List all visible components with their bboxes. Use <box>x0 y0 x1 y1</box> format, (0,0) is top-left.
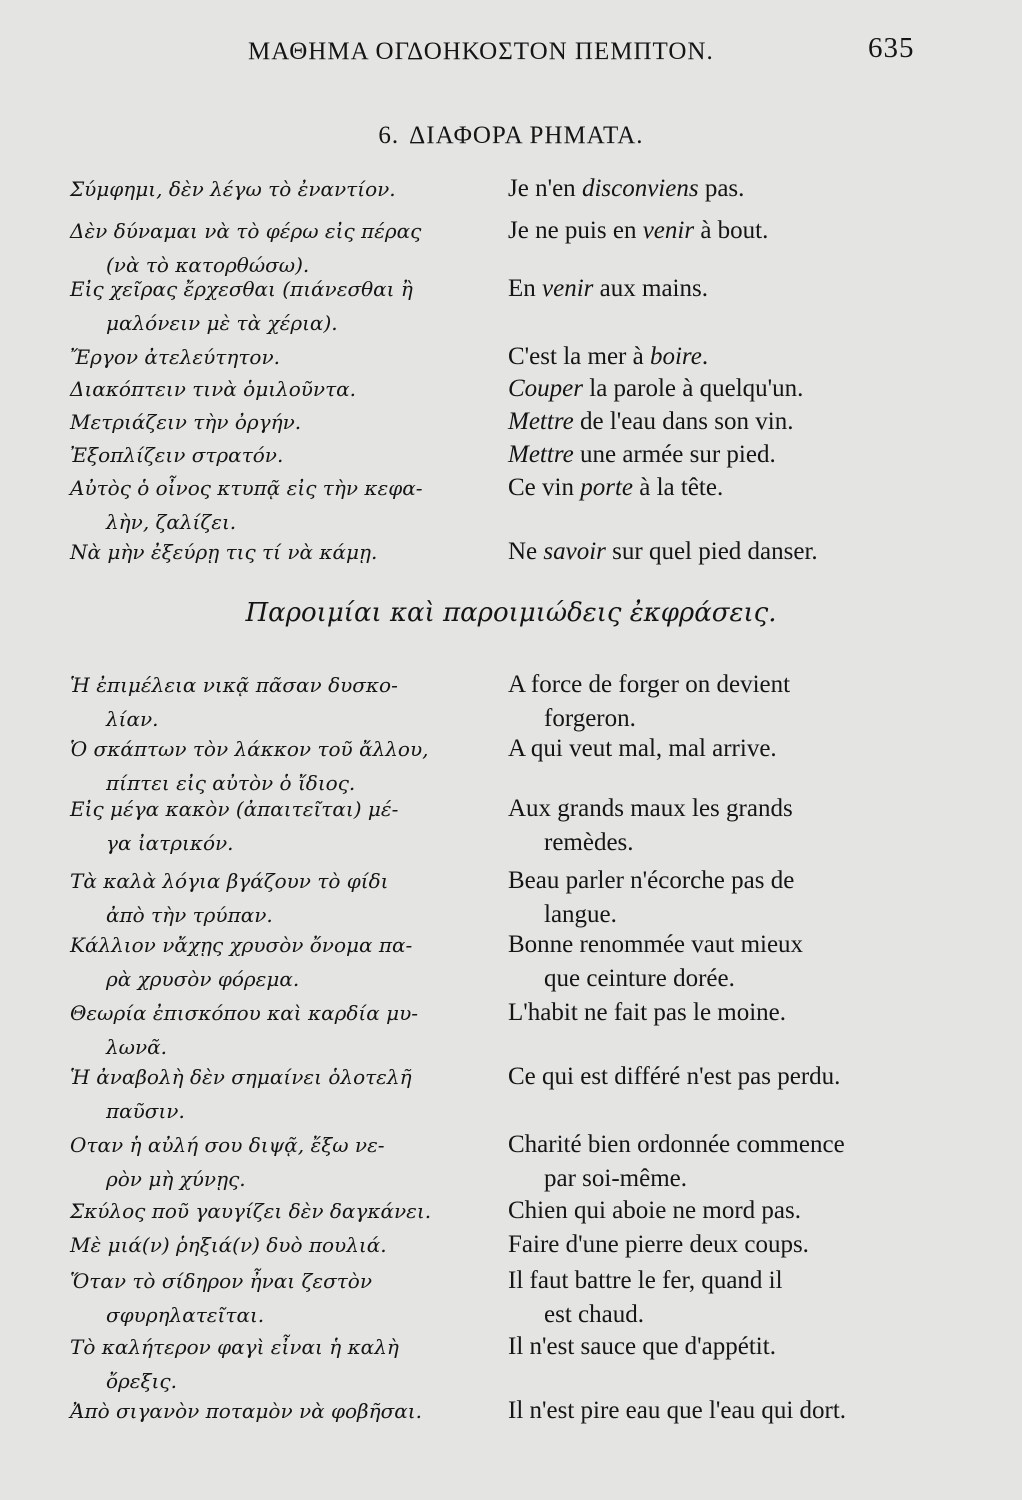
french-line: Ce qui est différé n'est pas perdu. <box>508 1063 841 1090</box>
greek-line: Ἐξοπλίζειν στρατόν. <box>70 443 284 467</box>
greek-proverb <box>70 792 510 860</box>
greek-line: λίαν. <box>106 707 159 731</box>
greek-line: Εἰς χεῖρας ἔρχεσθαι (πιάνεσθαι ἢ <box>70 277 413 301</box>
french-line: A qui veut mal, mal arrive. <box>508 735 777 762</box>
greek-line: Εἰς μέγα κακὸν (ἀπαιτεῖται) μέ- <box>70 797 399 821</box>
french-proverb <box>508 1330 948 1364</box>
greek-line: (νὰ τὸ κατορθώσω). <box>106 253 310 277</box>
french-line: Charité bien ordonnée commence <box>508 1131 845 1158</box>
french-line: Il n'est pire eau que l'eau qui dort. <box>508 1397 847 1424</box>
french-text: pas. <box>698 175 745 202</box>
greek-line: ὄρεξις. <box>106 1369 177 1393</box>
french-proverb <box>508 732 948 766</box>
greek-line: Ἔργον ἀτελεύτητον. <box>70 345 280 369</box>
french-text: C'est la mer à <box>508 343 650 370</box>
french-keyword: Mettre <box>508 441 574 468</box>
greek-line: ρὸν μὴ χύνῃς. <box>106 1167 246 1191</box>
greek-line: Μὲ μιά(ν) ῥηξιά(ν) δυὸ πουλιά. <box>70 1233 387 1257</box>
french-keyword: porte <box>580 474 633 501</box>
greek-line: παῦσιν. <box>106 1099 185 1123</box>
french-keyword: Couper <box>508 375 583 402</box>
french-keyword: venir <box>642 217 695 244</box>
greek-proverb <box>70 1194 510 1228</box>
french-text: Je ne puis en <box>508 217 643 244</box>
greek-line: Νὰ μὴν ἐξεύρῃ τις τί νὰ κάμῃ. <box>70 540 378 564</box>
greek-proverb <box>70 1264 510 1332</box>
greek-proverb <box>70 1228 510 1262</box>
french-proverb <box>508 668 948 736</box>
greek-line: Τὸ καλήτερον φαγὶ εἶναι ἡ καλὴ <box>70 1335 399 1359</box>
greek-proverb <box>70 1128 510 1196</box>
french-proverb <box>508 996 948 1030</box>
french-text: Ce vin <box>508 474 581 501</box>
greek-proverb <box>70 1394 510 1428</box>
french-line: Beau parler n'écorche pas de <box>508 867 795 894</box>
french-proverb <box>508 1264 948 1332</box>
greek-line: Ὅταν τὸ σίδηρον ἦναι ζεστὸν <box>70 1269 372 1293</box>
french-text: de l'eau dans son vin. <box>573 408 794 435</box>
greek-line: μαλόνειν μὲ τὰ χέρια). <box>106 311 338 335</box>
french-text: En <box>508 275 543 302</box>
greek-line: λὴν, ζαλίζει. <box>106 510 237 534</box>
greek-line: Κάλλιον νἄχῃς χρυσὸν ὄνομα πα- <box>70 933 413 957</box>
greek-line: λωνᾶ. <box>106 1035 168 1059</box>
greek-proverb <box>70 996 510 1064</box>
greek-proverb <box>70 1060 510 1128</box>
french-keyword: savoir <box>543 538 606 565</box>
french-text: sur quel pied danser. <box>605 538 818 565</box>
greek-line: Μετριάζειν τὴν ὀργήν. <box>70 410 302 434</box>
french-proverb <box>508 928 948 996</box>
french-text: à bout. <box>694 217 769 244</box>
greek-line: ἀπὸ τὴν τρύπαν. <box>106 903 273 927</box>
french-keyword: Mettre <box>508 408 574 435</box>
greek-line: Αὐτὸς ὁ οἶνος κτυπᾷ εἰς τὴν κεφα- <box>70 476 423 500</box>
french-line: remèdes. <box>544 829 634 856</box>
greek-proverb <box>70 864 510 932</box>
french-keyword: venir <box>542 275 594 302</box>
french-text: . <box>701 343 709 370</box>
greek-proverb <box>70 732 510 800</box>
french-text: la parole à quelqu'un. <box>583 375 804 402</box>
greek-proverb <box>70 928 510 996</box>
french-line: Faire d'une pierre deux coups. <box>508 1231 809 1258</box>
greek-line: Ἡ ἀναβολὴ δὲν σημαίνει ὁλοτελῆ <box>70 1065 412 1089</box>
french-proverb <box>508 1128 948 1196</box>
french-proverb <box>508 1394 948 1428</box>
french-proverb <box>508 1228 948 1262</box>
greek-proverb <box>70 668 510 736</box>
french-text: aux mains. <box>593 275 708 302</box>
greek-line: Ὁ σκάπτων τὸν λάκκον τοῦ ἄλλου, <box>70 737 429 761</box>
greek-line: Σκύλος ποῦ γαυγίζει δὲν δαγκάνει. <box>70 1199 432 1223</box>
french-keyword: boire <box>649 343 702 370</box>
french-proverb <box>508 1060 948 1094</box>
french-proverb <box>508 792 948 860</box>
greek-line: Ἡ ἐπιμέλεια νικᾷ πᾶσαν δυσκο- <box>70 673 398 697</box>
greek-line: ρὰ χρυσὸν φόρεμα. <box>106 967 300 991</box>
running-title: ΜΑΘΗΜΑ ΟΓΔΟΗΚΟΣΤΟΝ ΠΕΜΠΤΟΝ. <box>248 38 714 65</box>
french-line: est chaud. <box>544 1301 644 1328</box>
greek-line: Οταν ἡ αὐλή σου διψᾷ, ἔξω νε- <box>70 1133 385 1157</box>
french-proverb <box>508 864 948 932</box>
section-number: 6. <box>378 122 400 149</box>
french-line: Aux grands maux les grands <box>508 795 793 822</box>
french-line: A force de forger on devient <box>508 671 791 698</box>
greek-line: Θεωρία ἐπισκόπου καὶ καρδία μυ- <box>70 1001 418 1025</box>
french-line: forgeron. <box>544 705 636 732</box>
french-keyword: disconviens <box>581 175 699 202</box>
greek-line: Τὰ καλὰ λόγια βγάζουν τὸ φίδι <box>70 869 389 893</box>
french-line: que ceinture dorée. <box>544 965 735 992</box>
french-line: Il faut battre le fer, quand il <box>508 1267 783 1294</box>
french-text: une armée sur pied. <box>573 441 776 468</box>
french-line: Bonne renommée vaut mieux <box>508 931 804 958</box>
proverbs-heading: Παροιμίαι καὶ παροιμιώδεις ἐκφράσεις. <box>245 598 777 628</box>
french-text: Ne <box>508 538 544 565</box>
french-line: L'habit ne fait pas le moine. <box>508 999 787 1026</box>
french-text: Je n'en <box>508 175 582 202</box>
french-line: Chien qui aboie ne mord pas. <box>508 1197 801 1224</box>
greek-line: γα ἰατρικόν. <box>106 831 234 855</box>
greek-line: πίπτει εἰς αὐτὸν ὁ ἴδιος. <box>106 771 356 795</box>
greek-line: Διακόπτειν τινὰ ὁμιλοῦντα. <box>70 377 357 401</box>
section-title-text: ΔΙΑΦΟΡΑ ΡΗΜΑΤΑ. <box>409 122 644 149</box>
french-text: à la tête. <box>633 474 724 501</box>
french-line: par soi-même. <box>544 1165 688 1192</box>
french-line: langue. <box>544 901 617 928</box>
greek-proverb <box>70 1330 510 1398</box>
greek-line: Ἀπὸ σιγανὸν ποταμὸν νὰ φοβῆσαι. <box>70 1399 422 1423</box>
greek-line: Δὲν δύναμαι νὰ τὸ φέρω εἰς πέρας <box>70 219 422 243</box>
french-line: Il n'est sauce que d'appétit. <box>508 1333 776 1360</box>
greek-line: Σύμφημι, δὲν λέγω τὸ ἐναντίον. <box>70 177 396 201</box>
greek-line: σφυρηλατεῖται. <box>106 1303 265 1327</box>
page-number: 635 <box>868 32 915 64</box>
french-proverb <box>508 1194 948 1228</box>
